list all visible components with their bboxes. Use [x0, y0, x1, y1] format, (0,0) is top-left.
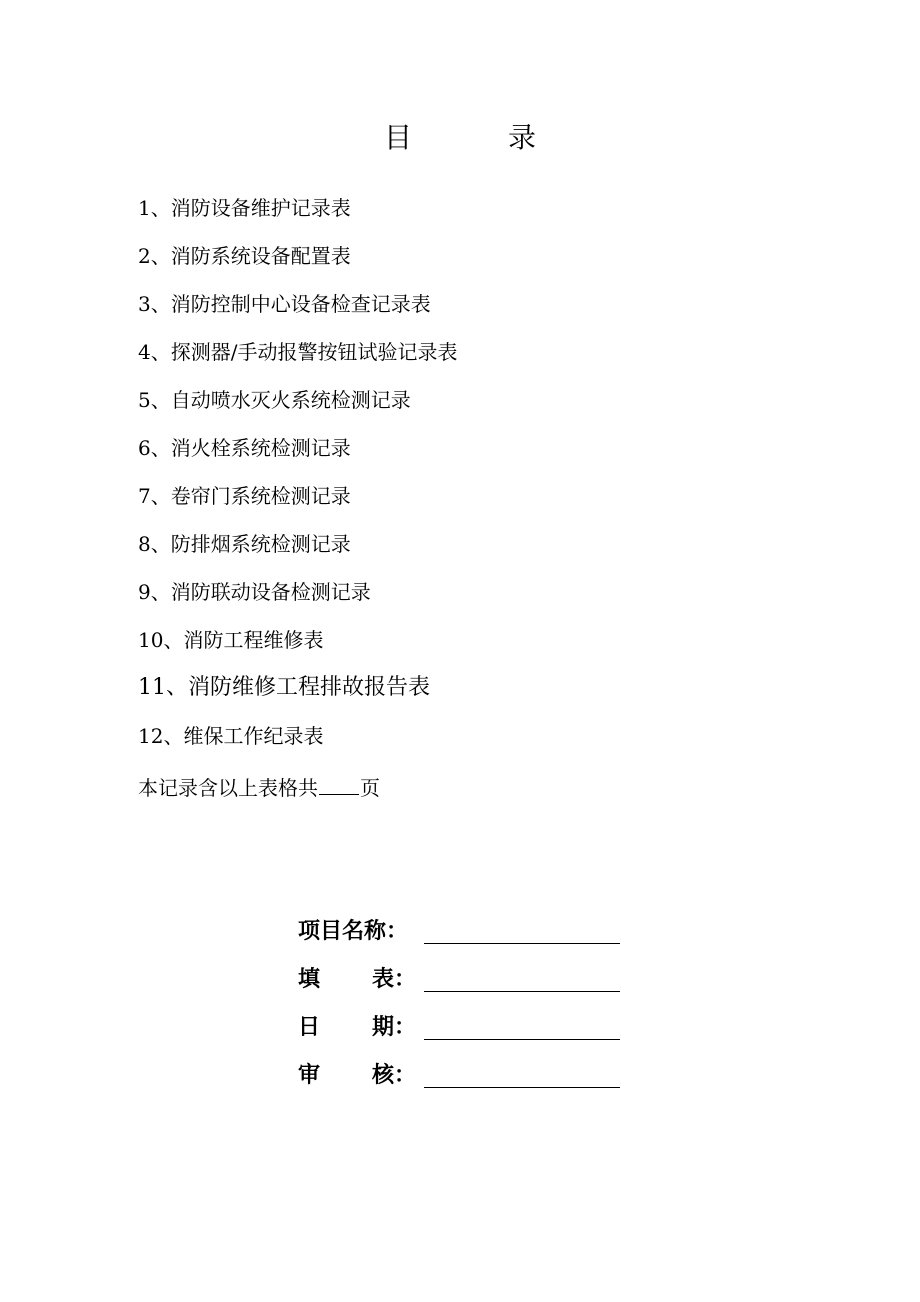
toc-item-8: 8、防排烟系统检测记录: [138, 532, 351, 556]
toc-item-12: 12、维保工作纪录表: [138, 724, 324, 748]
toc-item-7: 7、卷帘门系统检测记录: [138, 484, 351, 508]
review-label-a: 审: [298, 1063, 321, 1088]
review-blank[interactable]: [424, 1087, 620, 1088]
filler-blank[interactable]: [424, 991, 620, 992]
review-label-b: 核：: [372, 1063, 417, 1088]
toc-item-10: 10、消防工程维修表: [138, 628, 324, 652]
toc-item-1: 1、消防设备维护记录表: [138, 196, 351, 220]
toc-item-4: 4、探测器/手动报警按钮试验记录表: [138, 340, 458, 364]
date-row: [298, 1006, 628, 1054]
toc-item-11: 11、消防维修工程排故报告表: [138, 675, 430, 700]
title-char-1: 目: [384, 121, 413, 154]
title-char-2: 录: [508, 121, 537, 154]
filler-label-b: 表：: [372, 967, 417, 992]
date-label-a: 日: [298, 1015, 321, 1040]
filler-row: [298, 958, 628, 1006]
project-name-row: [298, 910, 628, 958]
page-count-blank[interactable]: [319, 774, 359, 795]
toc-item-2: 2、消防系统设备配置表: [138, 244, 351, 268]
toc-item-9: 9、消防联动设备检测记录: [138, 580, 371, 604]
project-name-label: 项目名称：: [298, 919, 409, 944]
date-label-b: 期：: [372, 1015, 417, 1040]
project-name-blank[interactable]: [424, 943, 620, 944]
page-count-prefix: 本记录含以上表格共: [138, 776, 318, 800]
date-blank[interactable]: [424, 1039, 620, 1040]
page-count-suffix: 页: [360, 776, 380, 800]
info-block: [298, 910, 628, 1102]
review-row: [298, 1054, 628, 1102]
page-title: [0, 118, 920, 158]
toc-item-5: 5、自动喷水灭火系统检测记录: [138, 388, 411, 412]
page-count-line: [138, 770, 380, 806]
toc-item-6: 6、消火栓系统检测记录: [138, 436, 351, 460]
table-of-contents: [138, 190, 457, 766]
toc-item-3: 3、消防控制中心设备检查记录表: [138, 292, 431, 316]
filler-label-a: 填: [298, 967, 321, 992]
